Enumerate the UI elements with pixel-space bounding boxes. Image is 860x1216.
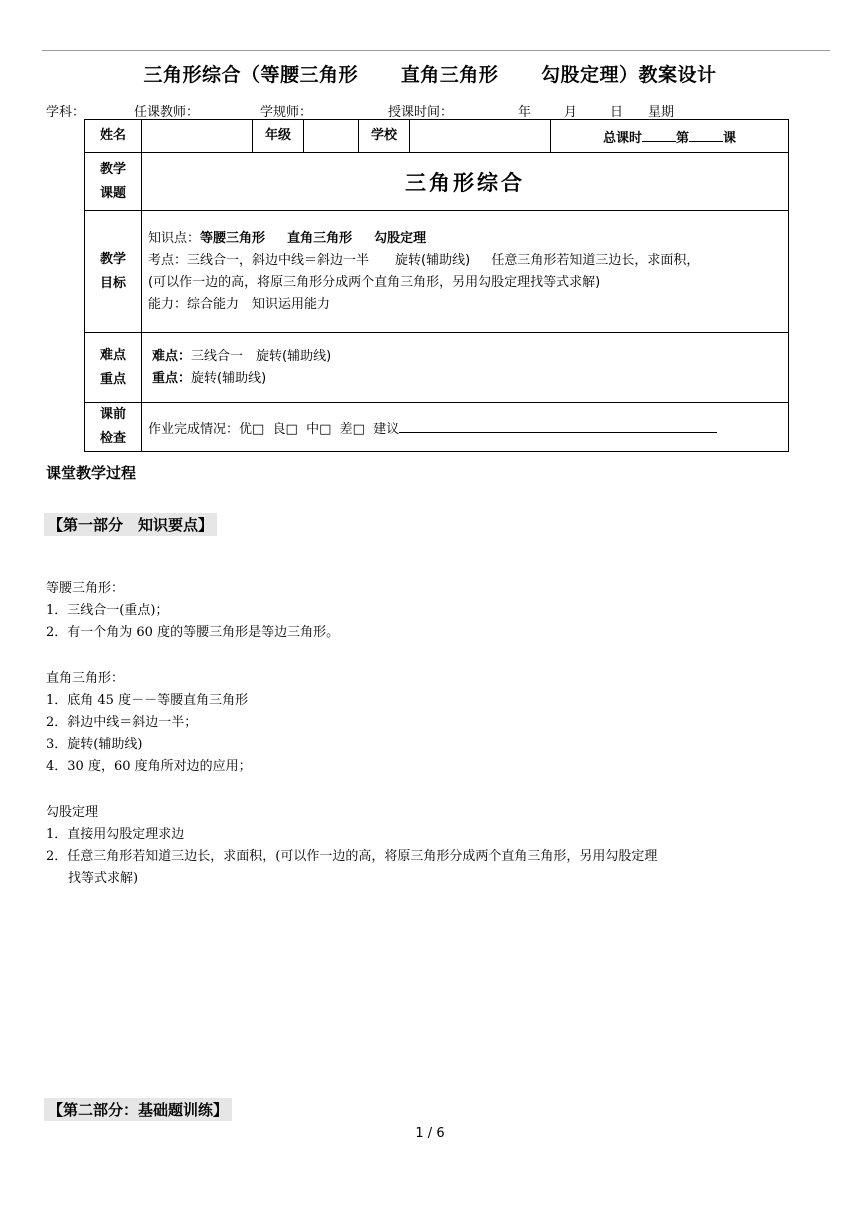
key-label-line-2: 重点 [99, 371, 126, 387]
goal-label-line-2: 目标 [99, 275, 126, 291]
focus-text: 旋转(辅助线) [191, 370, 267, 386]
time-label: 授课时间： [388, 105, 454, 120]
key-label-cell [85, 333, 142, 403]
topic-label-line-2: 课题 [99, 185, 126, 201]
ability-line: 能力：综合能力 知识运用能力 [148, 296, 331, 312]
isosceles-heading: 等腰三角形： [46, 581, 125, 596]
goal-label-cell [85, 211, 142, 333]
grade-value [304, 120, 359, 153]
isosceles-section [46, 578, 339, 644]
total-hours-label: 总课时 [602, 130, 642, 146]
suggestion-blank [399, 420, 717, 433]
day-label: 日 [610, 105, 624, 120]
planner-label: 学规师： [260, 105, 313, 120]
right-triangle-section [46, 668, 252, 778]
lesson-topic: 三角形综合 [142, 153, 789, 211]
part1-heading: 【第一部分 知识要点】 [44, 513, 217, 536]
total-hours-blank [642, 129, 676, 142]
lesson-label: 课 [723, 130, 737, 146]
homework-check [142, 403, 789, 452]
list-item-continuation: 找等式求解) [68, 871, 139, 886]
check-label-cell [85, 403, 142, 452]
focus-line [152, 368, 782, 390]
homework-text: 作业完成情况：优□ 良□ 中□ 差□ 建议 [148, 421, 400, 437]
title-part-3: 勾股定理）教案设计 [540, 64, 717, 86]
key-label-line-1: 难点 [99, 347, 126, 363]
list-item: 3．旋转(辅助线) [46, 737, 143, 752]
knowledge-items: 等腰三角形 直角三角形 勾股定理 [200, 230, 427, 246]
name-label: 姓名 [85, 120, 142, 153]
nth-label: 第 [675, 130, 689, 146]
right-triangle-heading: 直角三角形： [46, 671, 125, 686]
goal-label-line-1: 教学 [99, 251, 126, 267]
list-item: 2．任意三角形若知道三边长，求面积，(可以作一边的高，将原三角形分成两个直角三角形，另用勾股定理 [46, 849, 658, 864]
process-heading: 课堂教学过程 [46, 464, 137, 482]
difficulty-text: 三线合一 旋转(辅助线) [191, 348, 332, 364]
difficulty-line [152, 346, 782, 368]
key-points [142, 333, 789, 403]
school-value [410, 120, 551, 153]
teaching-goals [142, 211, 789, 333]
difficulty-prefix: 难点： [152, 348, 192, 364]
year-label: 年 [518, 105, 532, 120]
part2-heading: 【第二部分：基础题训练】 [44, 1098, 232, 1121]
teacher-label: 任课教师： [134, 105, 200, 120]
list-item: 2．有一个角为 60 度的等腰三角形是等边三角形。 [46, 625, 340, 640]
check-label-line-2: 检查 [99, 431, 126, 446]
nth-blank [689, 129, 723, 142]
grade-label: 年级 [253, 120, 304, 153]
check-label-line-1: 课前 [99, 407, 126, 422]
title-part-2: 直角三角形 [400, 64, 499, 86]
focus-prefix: 重点： [152, 370, 192, 386]
pythagoras-heading: 勾股定理 [46, 805, 99, 820]
document-title [0, 60, 860, 87]
school-label: 学校 [359, 120, 410, 153]
page-number: 1 / 6 [415, 1126, 445, 1141]
knowledge-prefix: 知识点： [148, 230, 201, 246]
knowledge-points [148, 228, 782, 250]
subject-label: 学科： [46, 105, 86, 120]
topic-label-cell [85, 153, 142, 211]
name-value [142, 120, 253, 153]
title-part-1: 三角形综合（等腰三角形 [143, 64, 359, 86]
topic-label-line-1: 教学 [99, 161, 126, 177]
month-label: 月 [564, 105, 578, 120]
list-item: 1．直接用勾股定理求边 [46, 827, 185, 842]
lesson-info-table [84, 119, 789, 452]
pythagoras-section [46, 802, 657, 890]
total-hours-cell [551, 120, 789, 153]
list-item: 2．斜边中线＝斜边一半； [46, 715, 198, 730]
exam-points-line-2: (可以作一边的高，将原三角形分成两个直角三角形，另用勾股定理找等式求解) [148, 274, 601, 290]
header-rule [42, 50, 830, 51]
list-item: 1．底角 45 度－－等腰直角三角形 [46, 693, 249, 708]
list-item: 1．三线合一(重点)； [46, 603, 169, 618]
weekday-label: 星期 [648, 105, 675, 120]
list-item: 4．30 度，60 度角所对边的应用； [46, 759, 252, 774]
exam-points-line-1: 考点：三线合一，斜边中线＝斜边一半 旋转(辅助线) 任意三角形若知道三边长，求面积， [148, 252, 700, 268]
